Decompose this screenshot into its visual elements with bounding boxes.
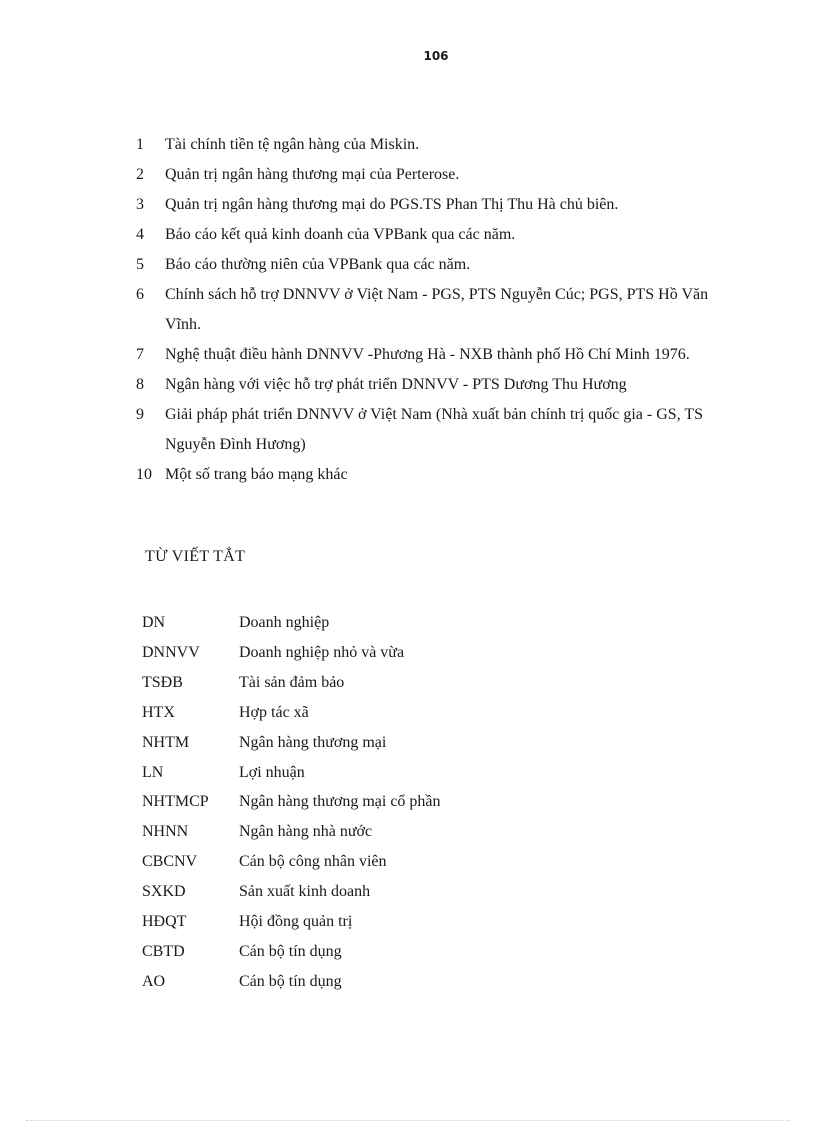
table-row [142, 847, 441, 877]
reference-text: Nghệ thuật điều hành DNNVV -Phương Hà - NXB thành phố Hồ Chí Minh 1976. [165, 346, 690, 363]
reference-item [136, 160, 736, 190]
reference-item [136, 250, 736, 280]
abbreviation-meaning: Sản xuất kinh doanh [239, 883, 371, 901]
reference-number: 6 [136, 286, 144, 303]
abbreviation: DN [142, 614, 166, 631]
reference-number: 8 [136, 376, 144, 393]
reference-number: 1 [136, 136, 144, 153]
abbreviation-meaning: Ngân hàng nhà nước [239, 823, 373, 841]
abbreviation: NHNN [142, 823, 189, 841]
page-number: 106 [423, 49, 449, 63]
reference-text: Chính sách hỗ trợ DNNVV ở Việt Nam - PGS, PTS Nguyễn Cúc; PGS, PTS Hồ Văn Vĩnh. [165, 286, 709, 333]
abbreviation: AO [142, 972, 166, 990]
abbreviation-meaning: Cán bộ tín dụng [239, 942, 342, 960]
reference-text: Tài chính tiền tệ ngân hàng của Miskin. [165, 136, 420, 153]
table-row [142, 967, 441, 997]
abbreviations-table [142, 608, 441, 997]
abbreviation-meaning: Ngân hàng thương mại cổ phần [239, 793, 441, 811]
table-row [142, 907, 441, 937]
abbreviation: SXKD [142, 883, 186, 901]
abbreviation: HĐQT [142, 913, 187, 931]
table-row [142, 817, 441, 847]
abbreviation: DNNVV [142, 643, 200, 661]
reference-item [136, 220, 736, 250]
abbreviation-meaning: Cán bộ công nhân viên [239, 853, 387, 871]
abbreviation-meaning: Doanh nghiệp [239, 614, 330, 631]
abbreviation: CBTD [142, 942, 185, 960]
table-row [142, 877, 441, 907]
reference-number: 5 [136, 256, 144, 273]
reference-text: Giải pháp phát triển DNNVV ở Việt Nam (Nhà xuất bản chính trị quốc gia - GS, TS Nguyễn Đình Hương) [165, 406, 704, 453]
reference-number: 3 [136, 196, 144, 213]
reference-item [136, 280, 736, 340]
reference-item [136, 460, 736, 490]
reference-text: Quản trị ngân hàng thương mại do PGS.TS Phan Thị Thu Hà chủ biên. [165, 196, 619, 213]
table-row [142, 608, 441, 638]
table-row [142, 937, 441, 967]
abbreviation-meaning: Hội đồng quản trị [239, 913, 353, 931]
abbreviation-meaning: Hợp tác xã [239, 703, 309, 721]
abbreviation: CBCNV [142, 853, 198, 871]
table-row [142, 728, 441, 758]
reference-list [136, 130, 736, 490]
table-row [142, 638, 441, 668]
footer-divider [26, 1120, 790, 1121]
reference-text: Một số trang báo mạng khác [165, 466, 348, 483]
table-row [142, 668, 441, 698]
reference-number: 4 [136, 226, 144, 243]
reference-number: 2 [136, 166, 144, 183]
abbreviation: NHTMCP [142, 793, 209, 811]
abbreviation-meaning: Lợi nhuận [239, 763, 305, 781]
reference-number: 9 [136, 406, 144, 423]
abbreviation: LN [142, 763, 164, 781]
reference-item [136, 130, 736, 160]
abbreviation-meaning: Cán bộ tín dụng [239, 972, 342, 990]
table-row [142, 787, 441, 817]
reference-text: Báo cáo kết quả kinh doanh của VPBank qua các năm. [165, 226, 516, 243]
reference-text: Quản trị ngân hàng thương mại của Perterose. [165, 166, 460, 183]
abbreviations-heading: TỪ VIẾT TẮT [145, 548, 246, 565]
abbreviation: NHTM [142, 733, 190, 751]
reference-number: 7 [136, 346, 144, 363]
abbreviation-meaning: Ngân hàng thương mại [239, 733, 387, 751]
reference-item [136, 340, 736, 370]
abbreviation-meaning: Tài sản đảm bảo [239, 673, 345, 691]
abbreviation: TSĐB [142, 673, 183, 691]
reference-text: Báo cáo thường niên của VPBank qua các năm. [165, 256, 471, 273]
abbreviation-meaning: Doanh nghiệp nhỏ và vừa [239, 643, 405, 661]
reference-item [136, 370, 736, 400]
abbreviation: HTX [142, 703, 175, 721]
table-row [142, 758, 441, 788]
reference-item [136, 400, 736, 460]
reference-text: Ngân hàng với việc hỗ trợ phát triển DNNVV - PTS Dương Thu Hương [165, 376, 627, 393]
reference-number: 10 [136, 466, 152, 483]
reference-item [136, 190, 736, 220]
table-row [142, 698, 441, 728]
